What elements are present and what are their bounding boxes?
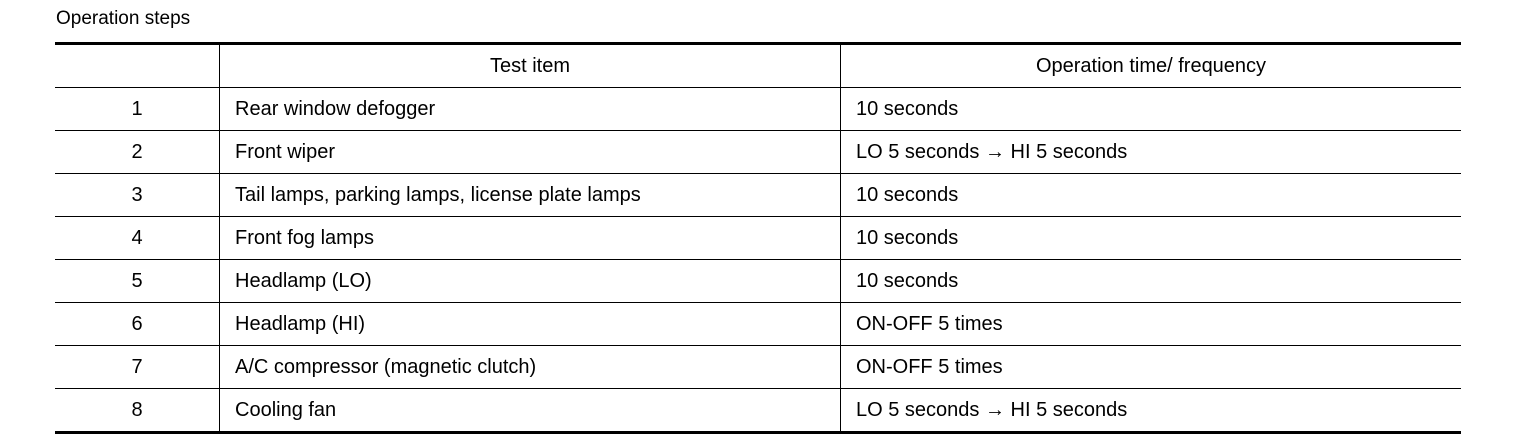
table-row (55, 346, 1461, 389)
operation-time: 10 seconds (841, 217, 1462, 260)
test-item: Front wiper (220, 131, 841, 174)
step-number: 6 (55, 303, 220, 346)
operation-steps-table (55, 42, 1461, 434)
header-operation-time: Operation time/ frequency (841, 44, 1462, 88)
operation-time: 10 seconds (841, 174, 1462, 217)
test-item: Headlamp (LO) (220, 260, 841, 303)
test-item: Rear window defogger (220, 88, 841, 131)
table-row (55, 260, 1461, 303)
table-row (55, 217, 1461, 260)
step-number: 4 (55, 217, 220, 260)
table-row (55, 303, 1461, 346)
table-row (55, 174, 1461, 217)
step-number: 2 (55, 131, 220, 174)
operation-time: ON-OFF 5 times (841, 303, 1462, 346)
header-step (55, 44, 220, 88)
step-number: 8 (55, 389, 220, 433)
step-number: 7 (55, 346, 220, 389)
header-test-item: Test item (220, 44, 841, 88)
test-item: Cooling fan (220, 389, 841, 433)
step-number: 1 (55, 88, 220, 131)
test-item: Front fog lamps (220, 217, 841, 260)
operation-time: 10 seconds (841, 88, 1462, 131)
operation-time: ON-OFF 5 times (841, 346, 1462, 389)
table-header-row (55, 44, 1461, 88)
step-number: 3 (55, 174, 220, 217)
operation-time: 10 seconds (841, 260, 1462, 303)
test-item: Headlamp (HI) (220, 303, 841, 346)
table-row (55, 389, 1461, 433)
operation-time: LO 5 seconds → HI 5 seconds (856, 398, 1128, 421)
step-number: 5 (55, 260, 220, 303)
test-item: Tail lamps, parking lamps, license plate lamps (220, 174, 841, 217)
table-caption: Operation steps (56, 8, 191, 29)
table-row (55, 131, 1461, 174)
test-item: A/C compressor (magnetic clutch) (220, 346, 841, 389)
operation-time: LO 5 seconds → HI 5 seconds (841, 131, 1462, 174)
table-row (55, 88, 1461, 131)
